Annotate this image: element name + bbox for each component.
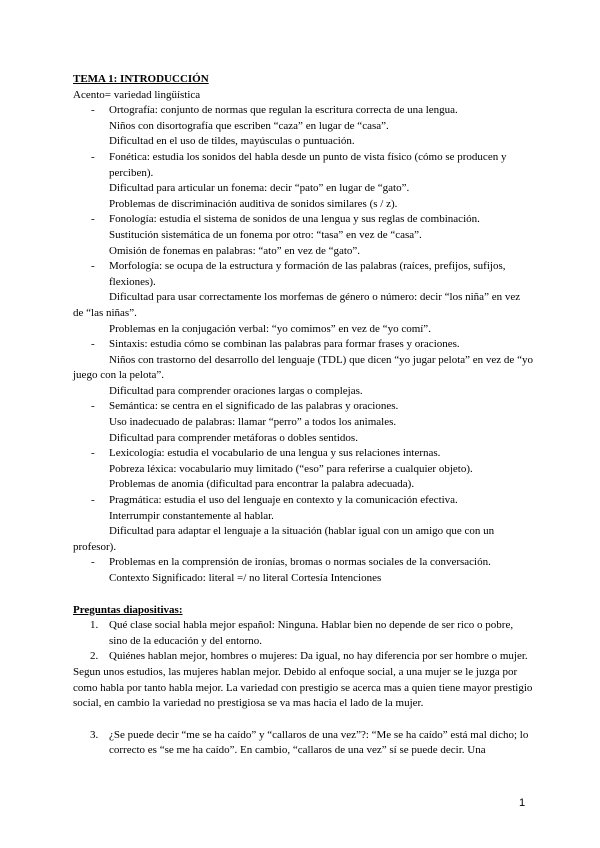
bullet-item: - Ortografía: conjunto de normas que regulan la escritura correcta de una lengua. (73, 103, 533, 119)
bullet-item: - Pragmática: estudia el uso del lenguaje en contexto y la comunicación efectiva. (73, 493, 533, 509)
spacer (73, 712, 533, 728)
intro-line: Acento= variedad lingüística (73, 88, 201, 101)
example-line: Pobreza léxica: vocabulario muy limitado (“eso” para referirse a cualquier objeto). (109, 462, 473, 475)
question-item (73, 618, 533, 649)
bullet-item: - Sintaxis: estudia cómo se combinan las palabras para formar frases y oraciones. (73, 337, 533, 353)
example-line: Dificultad para comprender metáforas o dobles sentidos. (109, 431, 358, 444)
example-line: Problemas de discriminación auditiva de sonidos similares (s / z). (109, 197, 398, 210)
body-paragraph: Segun unos estudios, las mujeres hablan mejor. Debido al enfoque social, a una mujer se le juzga por como habla por tanto habla mejor. La variedad con prestigio se acerca mas a quien tiene mayor prestigio social, en cambio la variedad no prestigiosa se va mas hacia el lado de la mujer. (73, 665, 533, 710)
example-line: Omisión de fonemas en palabras: “ato” en vez de “gato”. (109, 244, 361, 257)
question-text: Quiénes hablan mejor, hombres o mujeres: Da igual, no hay diferencia por ser hombre o mujer. (109, 650, 528, 663)
question-item (73, 649, 533, 665)
question-number: 2. (90, 650, 99, 663)
example-line: Contexto Significado: literal =/ no literal Cortesía Intenciones (109, 572, 382, 584)
bullet-item: - Morfología: se ocupa de la estructura y formación de las palabras (raíces, prefijos, sufijos, flexiones). (73, 259, 533, 290)
question-number: 1. (90, 619, 99, 632)
question-number: 3. (90, 728, 99, 741)
bullet-sections (73, 103, 533, 586)
bullet-item: - Fonética: estudia los sonidos del habla desde un punto de vista físico (cómo se producen y perciben). (73, 150, 533, 181)
example-line: Niños con disortografía que escriben “caza” en lugar de “casa”. (109, 119, 389, 132)
page-title: TEMA 1: INTRODUCCIÓN (73, 73, 209, 85)
example-line: Dificultad para adaptar el lenguaje a la situación (hablar igual con un amigo que con un profesor). (73, 525, 495, 553)
question-text: Qué clase social habla mejor español: Ninguna. Hablar bien no depende de ser rico o pobre, sino de la educación y del entorno. (109, 619, 514, 647)
page-content (73, 72, 533, 759)
question-text: ¿Se puede decir “me se ha caído” y “callaros de una vez”?: “Me se ha caído” está mal dicho; lo correcto es “se me ha caído”. En cambio, “callaros de una vez” sí se puede decir. Una (109, 728, 529, 757)
example-line: Dificultad para articular un fonema: decir “pato” en lugar de “gato”. (109, 182, 410, 195)
bullet-item: - Lexicología: estudia el vocabulario de una lengua y sus relaciones internas. (73, 446, 533, 462)
spacer (73, 587, 533, 603)
example-line: Interrumpir constantemente al hablar. (109, 509, 274, 522)
example-line: Uso inadecuado de palabras: llamar “perro” a todos los animales. (109, 416, 397, 429)
example-line: Niños con trastorno del desarrollo del lenguaje (TDL) que dicen “yo jugar pelota” en vez de “yo juego con la pelota”. (73, 353, 533, 382)
questions-heading: Preguntas diapositivas: (73, 603, 183, 616)
example-line: Dificultad en el uso de tildes, mayúsculas o puntuación. (109, 135, 355, 148)
question-item (73, 728, 533, 759)
bullet-item: - Problemas en la comprensión de ironías, bromas o normas sociales de la conversación. (73, 555, 533, 571)
example-line: Dificultad para comprender oraciones largas o complejas. (109, 384, 363, 397)
question-list (73, 618, 533, 665)
page-number: 1 (519, 797, 526, 809)
bullet-item: - Semántica: se centra en el significado de las palabras y oraciones. (73, 399, 533, 415)
example-line: Problemas de anomia (dificultad para encontrar la palabra adecuada). (109, 478, 415, 491)
bullet-item: - Fonología: estudia el sistema de sonidos de una lengua y sus reglas de combinación. (73, 212, 533, 228)
example-line: Problemas en la conjugación verbal: “yo comimos” en vez de “yo comí”. (109, 322, 431, 335)
example-line: Dificultad para usar correctamente los morfemas de género o número: decir “los niña” en vez de “las niñas”. (73, 291, 521, 319)
example-line: Sustitución sistemática de un fonema por otro: “tasa” en vez de “casa”. (109, 228, 422, 241)
